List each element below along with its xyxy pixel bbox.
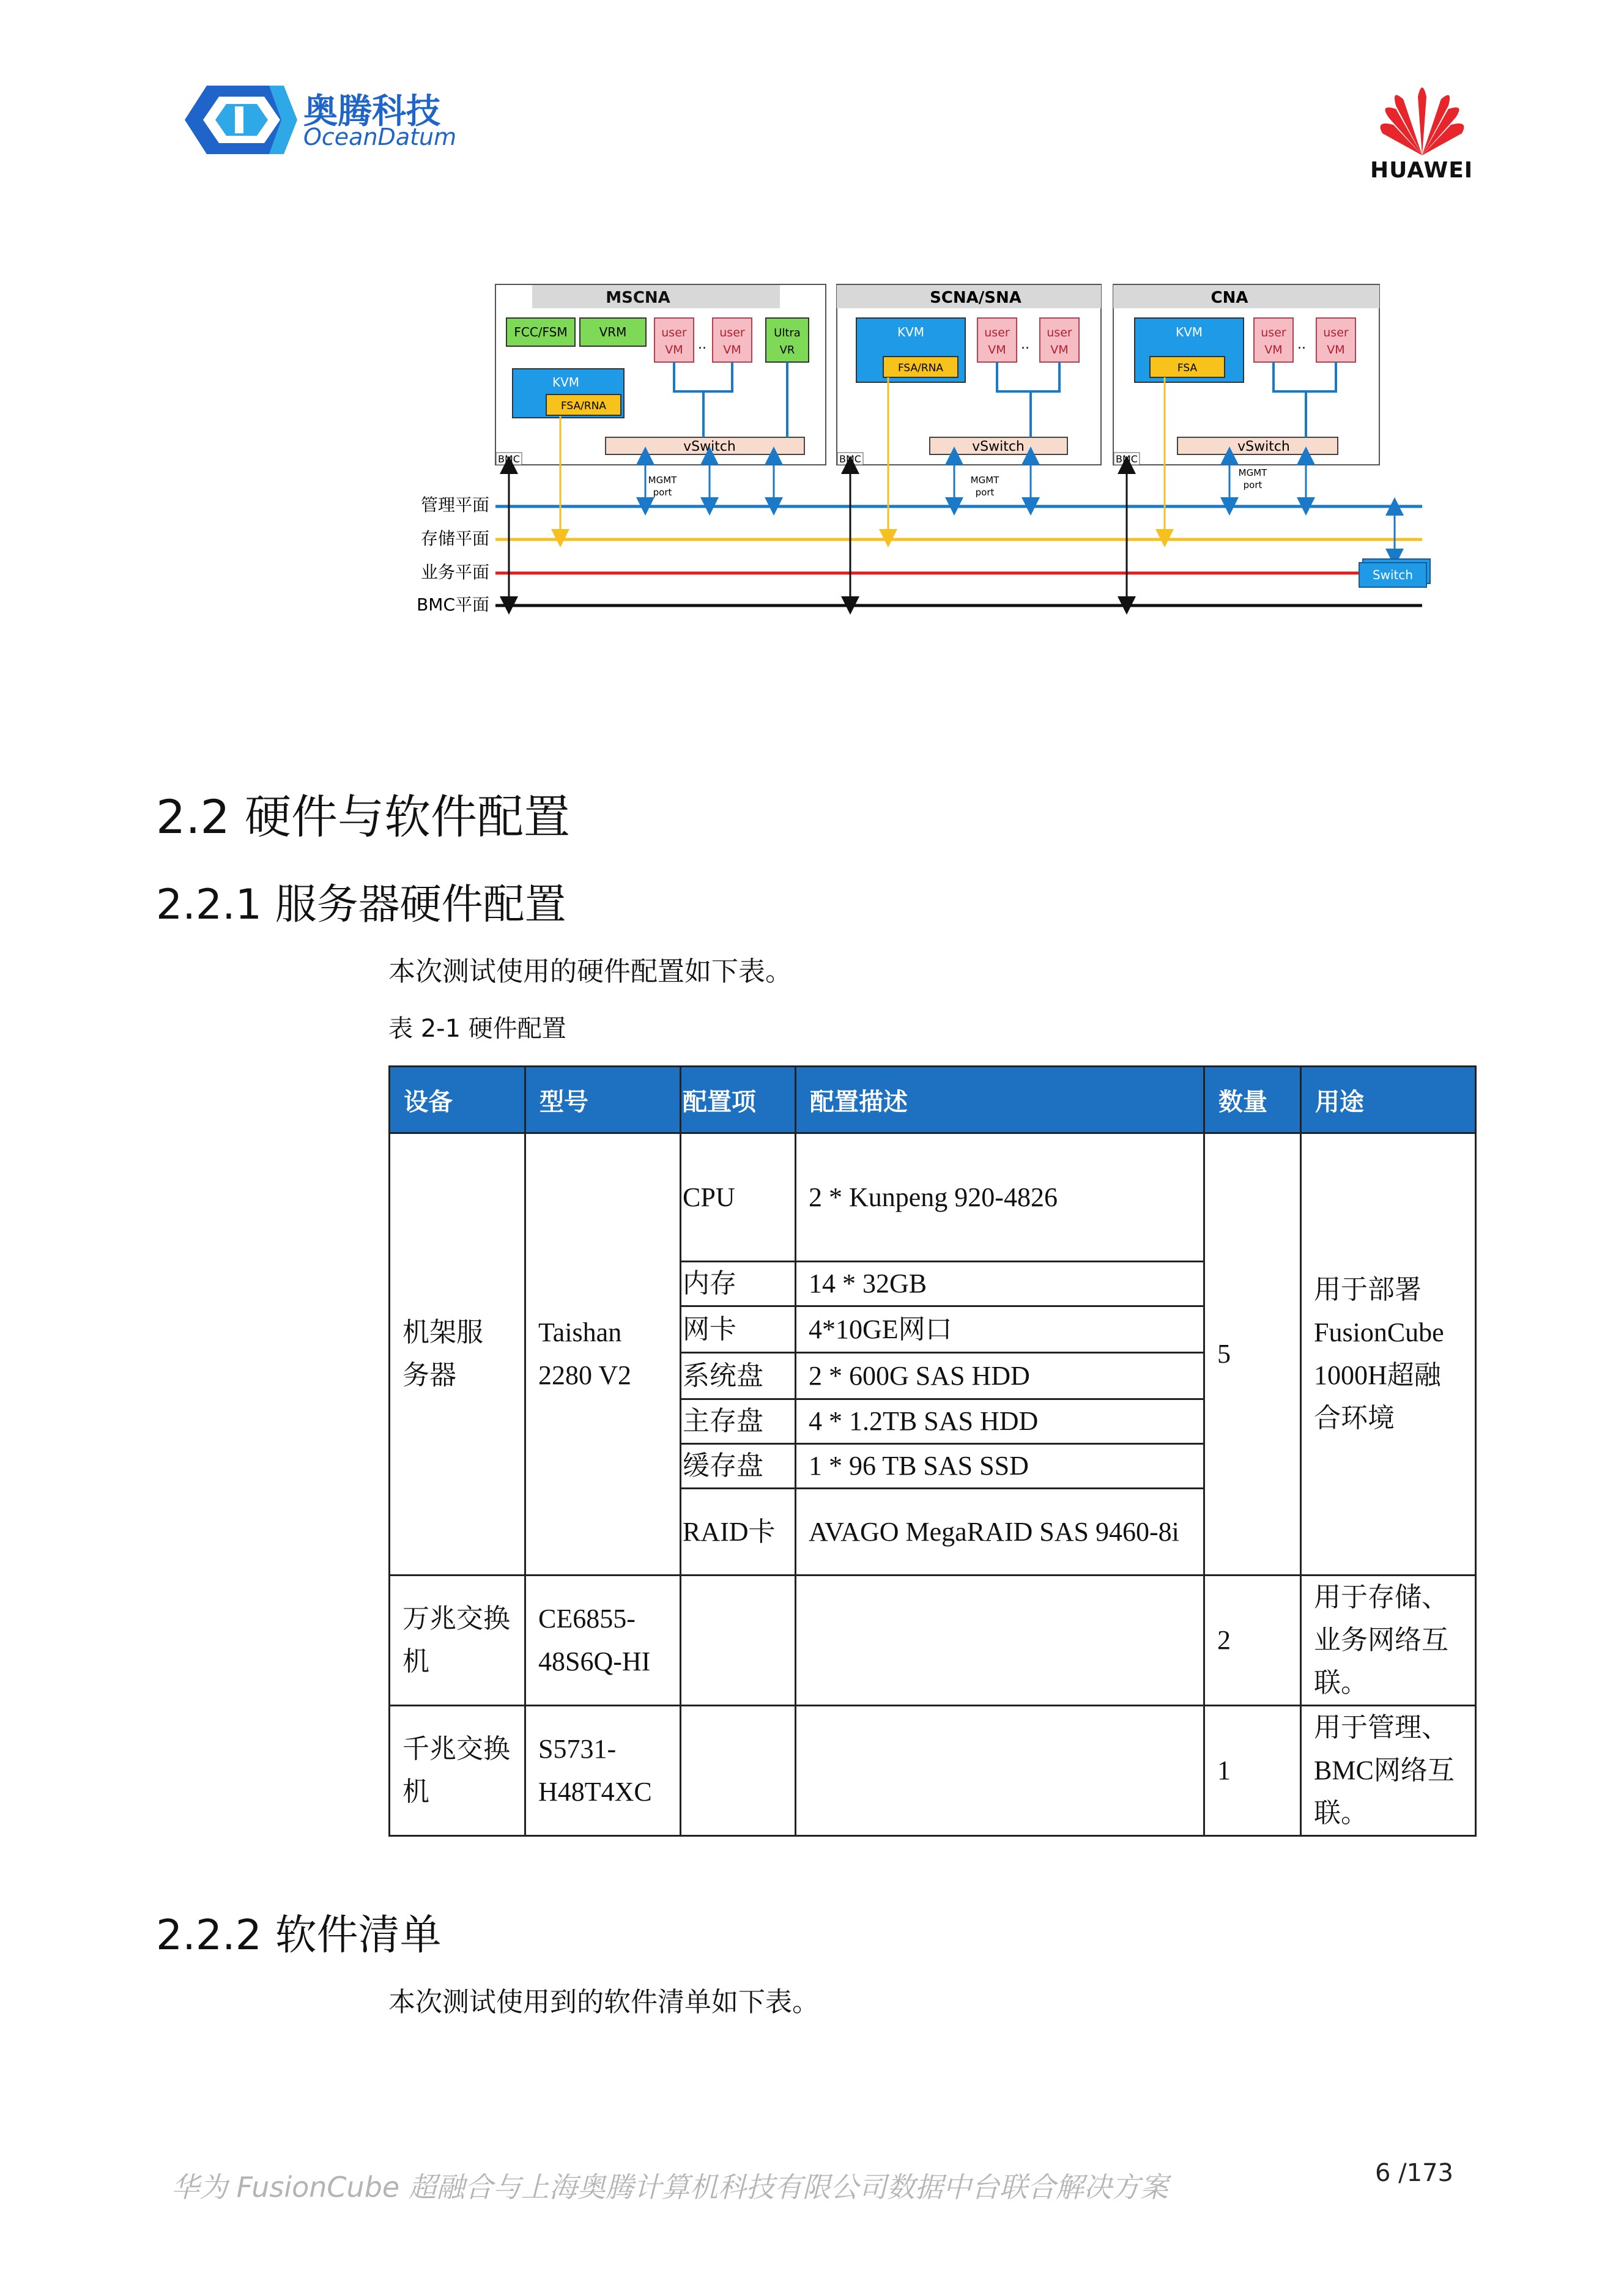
svg-text:Ultra: Ultra (774, 327, 801, 339)
svg-text:FSA: FSA (1177, 362, 1198, 374)
svg-text:MGMT: MGMT (970, 475, 999, 486)
svg-text:KVM: KVM (552, 375, 580, 390)
section-heading-2-2-2: 2.2.2 软件清单 (156, 1911, 442, 1960)
oceandatum-logo (184, 80, 457, 159)
svg-text:port: port (653, 487, 672, 498)
section-heading-2-2-1: 2.2.1 服务器硬件配置 (156, 881, 566, 929)
intro-paragraph-221: 本次测试使用的硬件配置如下表。 (388, 956, 792, 987)
svg-text:user: user (1323, 326, 1349, 339)
svg-text:..: .. (698, 337, 706, 352)
svg-text:FSA/RNA: FSA/RNA (897, 362, 944, 374)
header-quantity: 数量 (1204, 1067, 1301, 1133)
plane-label-storage: 存储平面 (420, 528, 489, 549)
cell-item: RAID卡 (681, 1489, 796, 1576)
switch-box (1359, 559, 1430, 587)
svg-text:FCC/FSM: FCC/FSM (514, 325, 568, 339)
svg-text:..: .. (1021, 337, 1029, 352)
cell-device: 机架服务器 (390, 1133, 525, 1576)
footer-document-title: 华为 FusionCube 超融合与上海奥腾计算机科技有限公司数据中台联合解决方案 (171, 2171, 1168, 2204)
cell-device: 千兆交换机 (390, 1706, 525, 1836)
header-device: 设备 (390, 1067, 525, 1133)
cell-desc: 14 * 32GB (796, 1262, 1204, 1306)
table-caption: 表 2-1 硬件配置 (388, 1015, 566, 1043)
cell-desc: 4 * 1.2TB SAS HDD (796, 1399, 1204, 1444)
svg-text:BMC: BMC (498, 453, 520, 465)
svg-text:VM: VM (988, 343, 1006, 357)
cell-desc: 2 * Kunpeng 920-4826 (796, 1133, 1204, 1262)
cell-desc: 1 * 96 TB SAS SSD (796, 1444, 1204, 1489)
svg-text:user: user (1047, 326, 1072, 339)
intro-paragraph-222: 本次测试使用到的软件清单如下表。 (388, 1987, 819, 2018)
svg-text:VM: VM (1327, 343, 1345, 357)
cell-quantity: 1 (1204, 1706, 1301, 1836)
plane-label-management: 管理平面 (420, 495, 489, 515)
node-cna (1113, 284, 1379, 491)
cell-desc: 4*10GE网口 (796, 1306, 1204, 1353)
svg-text:KVM: KVM (1175, 325, 1203, 339)
header-usage: 用途 (1301, 1067, 1476, 1133)
svg-text:user: user (719, 326, 745, 339)
cell-desc (796, 1706, 1204, 1836)
table-row (390, 1706, 1476, 1836)
cell-usage: 用于部署FusionCube 1000H超融合环境 (1301, 1133, 1476, 1576)
cell-item (681, 1576, 796, 1706)
svg-text:CNA: CNA (1211, 289, 1248, 307)
svg-text:BMC: BMC (839, 453, 861, 465)
huawei-wordmark: HUAWEI (1370, 158, 1474, 183)
cell-usage: 用于管理、BMC网络互联。 (1301, 1706, 1476, 1836)
hardware-config-table (388, 1065, 1477, 1837)
svg-text:user: user (1261, 326, 1286, 339)
svg-text:vSwitch: vSwitch (683, 439, 736, 454)
huawei-logo (1364, 72, 1480, 188)
logo-english-name: OceanDatum (303, 124, 457, 150)
svg-text:VRM: VRM (599, 325, 627, 339)
svg-text:MGMT: MGMT (1238, 467, 1267, 478)
cell-model: Taishan 2280 V2 (525, 1133, 681, 1576)
cell-quantity: 2 (1204, 1576, 1301, 1706)
svg-text:SCNA/SNA: SCNA/SNA (930, 289, 1021, 307)
svg-text:port: port (975, 487, 995, 498)
cell-item: 主存盘 (681, 1399, 796, 1444)
svg-text:Switch: Switch (1372, 568, 1414, 582)
svg-text:port: port (1243, 480, 1262, 491)
cell-desc (796, 1576, 1204, 1706)
svg-text:VM: VM (1050, 343, 1069, 357)
node-scna-sna (837, 284, 1101, 498)
svg-text:vSwitch: vSwitch (1237, 439, 1290, 454)
section-heading-2-2: 2.2 硬件与软件配置 (156, 790, 571, 844)
svg-text:user: user (984, 326, 1010, 339)
page-number: 6 /173 (1375, 2159, 1453, 2187)
svg-text:VR: VR (779, 344, 795, 357)
plane-label-business: 业务平面 (420, 562, 489, 582)
table-row (390, 1576, 1476, 1706)
header-config-item: 配置项 (681, 1067, 796, 1133)
cell-quantity: 5 (1204, 1133, 1301, 1576)
svg-text:..: .. (1297, 337, 1306, 352)
svg-text:VM: VM (1264, 343, 1283, 357)
huawei-flower-icon (1370, 72, 1474, 158)
cell-usage: 用于存储、业务网络互联。 (1301, 1576, 1476, 1706)
svg-text:vSwitch: vSwitch (972, 439, 1025, 454)
cell-item: CPU (681, 1133, 796, 1262)
network-architecture-diagram (404, 278, 1444, 621)
header-config-desc: 配置描述 (796, 1067, 1204, 1133)
cell-device: 万兆交换机 (390, 1576, 525, 1706)
svg-text:FSA/RNA: FSA/RNA (560, 400, 607, 412)
cell-item: 网卡 (681, 1306, 796, 1353)
cell-model: S5731-H48T4XC (525, 1706, 681, 1836)
header-model: 型号 (525, 1067, 681, 1133)
cell-item: 内存 (681, 1262, 796, 1306)
table-header-row (390, 1067, 1476, 1133)
oceandatum-logo-icon (184, 83, 300, 157)
svg-text:user: user (661, 326, 687, 339)
cell-item (681, 1706, 796, 1836)
svg-text:VM: VM (665, 343, 683, 357)
svg-text:MGMT: MGMT (648, 475, 677, 486)
svg-text:VM: VM (723, 343, 741, 357)
logo-chinese-name: 奥腾科技 (303, 92, 440, 131)
svg-text:BMC: BMC (1116, 453, 1138, 465)
cell-model: CE6855-48S6Q-HI (525, 1576, 681, 1706)
node-title: MSCNA (606, 289, 670, 307)
cell-item: 系统盘 (681, 1353, 796, 1399)
cell-desc: 2 * 600G SAS HDD (796, 1353, 1204, 1399)
svg-text:KVM: KVM (897, 325, 925, 339)
plane-label-bmc: BMC平面 (417, 594, 489, 615)
cell-item: 缓存盘 (681, 1444, 796, 1489)
cell-desc: AVAGO MegaRAID SAS 9460-8i (796, 1489, 1204, 1576)
table-row (390, 1133, 1476, 1262)
node-mscna (495, 284, 826, 498)
